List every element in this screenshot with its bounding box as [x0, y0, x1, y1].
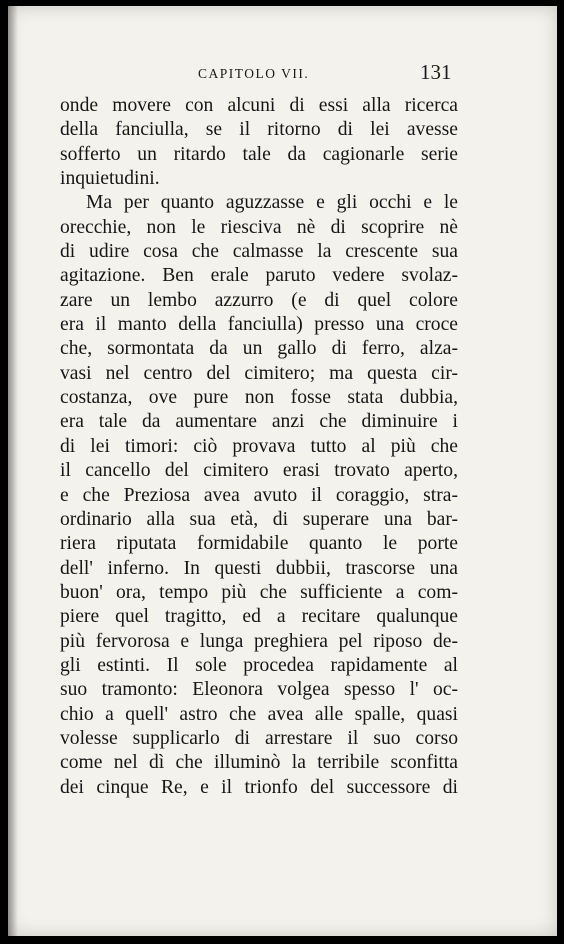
text-line: era tale da aumentare anzi che diminuire i — [60, 411, 458, 433]
text-line: riera riputata formidabile quanto le porte — [60, 533, 458, 555]
text-line: chio a quell' astro che avea alle spalle, quasi — [60, 703, 458, 725]
text-line: vasi nel centro del cimitero; ma questa cir- — [60, 362, 458, 384]
body-text — [60, 94, 458, 800]
text-line: costanza, ove pure non fosse stata dubbia, — [60, 387, 458, 409]
text-line: orecchie, non le riesciva nè di scoprire nè — [60, 216, 458, 238]
text-line: dell' inferno. In questi dubbii, trascorse una — [60, 557, 458, 579]
text-line: volesse supplicarlo di arrestare il suo corso — [60, 727, 458, 749]
text-line: agitazione. Ben erale paruto vedere svolaz- — [60, 265, 458, 287]
text-line: della fanciulla, se il ritorno di lei avesse — [60, 119, 458, 141]
text-line: il cancello del cimitero erasi trovato aperto, — [60, 460, 458, 482]
text-line: sofferto un ritardo tale da cagionarle serie — [60, 143, 458, 165]
text-line: di udire cosa che calmasse la crescente sua — [60, 241, 458, 263]
text-line: buon' ora, tempo più che sufficiente a com- — [60, 581, 458, 603]
text-line: come nel dì che illuminò la terribile sconfitta — [60, 752, 458, 774]
text-line: suo tramonto: Eleonora volgea spesso l' oc- — [60, 679, 458, 701]
text-line: gli estinti. Il sole procedea rapidamente al — [60, 654, 458, 676]
book-page — [8, 6, 557, 936]
chapter-title: CAPITOLO VII. — [198, 66, 310, 81]
text-line: dei cinque Re, e il trionfo del successore di — [60, 776, 458, 798]
text-line: che, sormontata da un gallo di ferro, alza- — [60, 338, 458, 360]
text-line: zare un lembo azzurro (e di quel colore — [60, 289, 458, 311]
text-line: di lei timori: ciò provava tutto al più che — [60, 435, 458, 457]
text-line: inquietudini. — [60, 168, 160, 190]
text-line: ordinario alla sua età, di superare una bar- — [60, 508, 458, 530]
page-number: 131 — [420, 60, 452, 84]
text-line: onde movere con alcuni di essi alla ricerca — [60, 95, 458, 116]
running-head — [8, 60, 557, 90]
text-line: piere quel tragitto, ed a recitare qualunque — [60, 606, 458, 628]
text-line: era il manto della fanciulla) presso una croce — [60, 314, 458, 336]
text-line: Ma per quanto aguzzasse e gli occhi e le — [86, 192, 458, 214]
text-line: più fervorosa e lunga preghiera pel riposo de- — [60, 630, 458, 652]
text-line: e che Preziosa avea avuto il coraggio, stra- — [60, 484, 458, 506]
